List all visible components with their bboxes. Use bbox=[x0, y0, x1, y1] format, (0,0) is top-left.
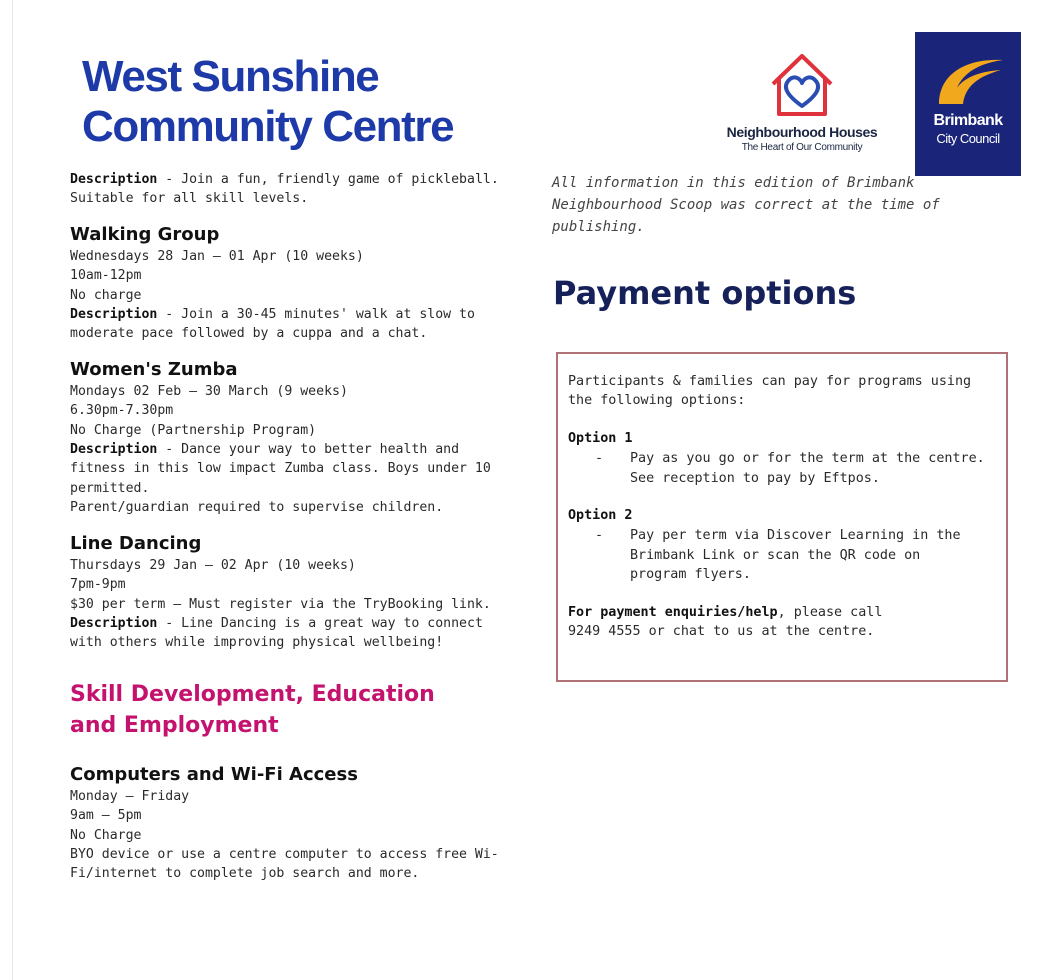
option-1-label: Option 1 bbox=[568, 430, 633, 446]
brimbank-logo-name: Brimbank bbox=[933, 112, 1003, 129]
description-label: Description bbox=[70, 442, 158, 458]
left-column bbox=[70, 170, 540, 898]
zumba-details: Mondays 02 Feb – 30 March (9 weeks) 6.30pm-7.30pm No Charge (Partnership Program) Description - Dance your way to better health and fitness in this low impact Zumba class. Boys under 10 permitted. Parent/guardian required to supervise children. bbox=[70, 383, 491, 516]
brimbank-logo bbox=[915, 32, 1021, 176]
walking-group-details: Wednesdays 28 Jan – 01 Apr (10 weeks) 10am-12pm No charge Description - Join a 30-45 minutes' walk at slow to moderate pace followed by a cuppa and a chat. bbox=[70, 248, 475, 342]
dash-bullet: - bbox=[594, 528, 604, 544]
title-line-2: Community Centre bbox=[82, 102, 454, 151]
payment-help: For payment enquiries/help, please call 9249 4555 or chat to us at the centre. bbox=[568, 604, 883, 640]
payment-intro: Participants & families can pay for programs using the following options: bbox=[568, 374, 972, 409]
computers-block bbox=[70, 763, 540, 884]
section-heading-skill-development: Skill Development, Education and Employment bbox=[70, 681, 435, 738]
dash-bullet: - bbox=[594, 451, 604, 467]
payment-options-title: Payment options bbox=[553, 274, 857, 312]
title-line-1: West Sunshine bbox=[82, 52, 379, 101]
help-label: For payment enquiries/help bbox=[568, 604, 778, 620]
walking-group-block bbox=[70, 223, 540, 344]
option-2-label: Option 2 bbox=[568, 508, 633, 524]
payment-options-box bbox=[556, 352, 1008, 682]
description-label: Description bbox=[70, 172, 158, 187]
description-label: Description bbox=[70, 615, 158, 631]
publication-note: All information in this edition of Brimbank Neighbourhood Scoop was correct at the time of publishing. bbox=[552, 175, 940, 235]
computers-details: Monday – Friday 9am – 5pm No Charge BYO device or use a centre computer to access free Wi- Fi/internet to complete job search and more. bbox=[70, 788, 499, 882]
line-dancing-details: Thursdays 29 Jan – 02 Apr (10 weeks) 7pm-9pm $30 per term – Must register via the TryBooking link. Description - Line Dancing is a great way to connect with others while improving physical wellbeing! bbox=[70, 557, 491, 651]
zumba-block bbox=[70, 358, 540, 518]
pickleball-description: Description - Join a fun, friendly game of pickleball. Suitable for all skill levels. bbox=[70, 172, 499, 207]
pickleball-block bbox=[70, 170, 540, 209]
nh-logo-name: Neighbourhood Houses bbox=[726, 124, 878, 140]
nh-logo-tagline: The Heart of Our Community bbox=[741, 142, 863, 153]
description-label: Description bbox=[70, 307, 158, 323]
computers-title: Computers and Wi-Fi Access bbox=[70, 763, 358, 785]
option-1 bbox=[568, 429, 996, 488]
page-edge bbox=[12, 0, 13, 980]
line-dancing-title: Line Dancing bbox=[70, 532, 202, 554]
neighbourhood-houses-logo bbox=[712, 50, 892, 160]
walking-group-title: Walking Group bbox=[70, 223, 220, 245]
page-title bbox=[82, 52, 453, 152]
line-dancing-block bbox=[70, 532, 540, 653]
sun-arc-icon bbox=[929, 48, 1009, 108]
option-2-item: - Pay per term via Discover Learning in the Brimbank Link or scan the QR code on program flyers. bbox=[568, 526, 996, 584]
brimbank-logo-subtitle: City Council bbox=[936, 131, 1000, 146]
house-heart-icon bbox=[767, 50, 837, 120]
zumba-title: Women's Zumba bbox=[70, 358, 238, 380]
option-1-item: - Pay as you go or for the term at the centre. See reception to pay by Eftpos. bbox=[568, 449, 996, 488]
option-2 bbox=[568, 506, 996, 585]
